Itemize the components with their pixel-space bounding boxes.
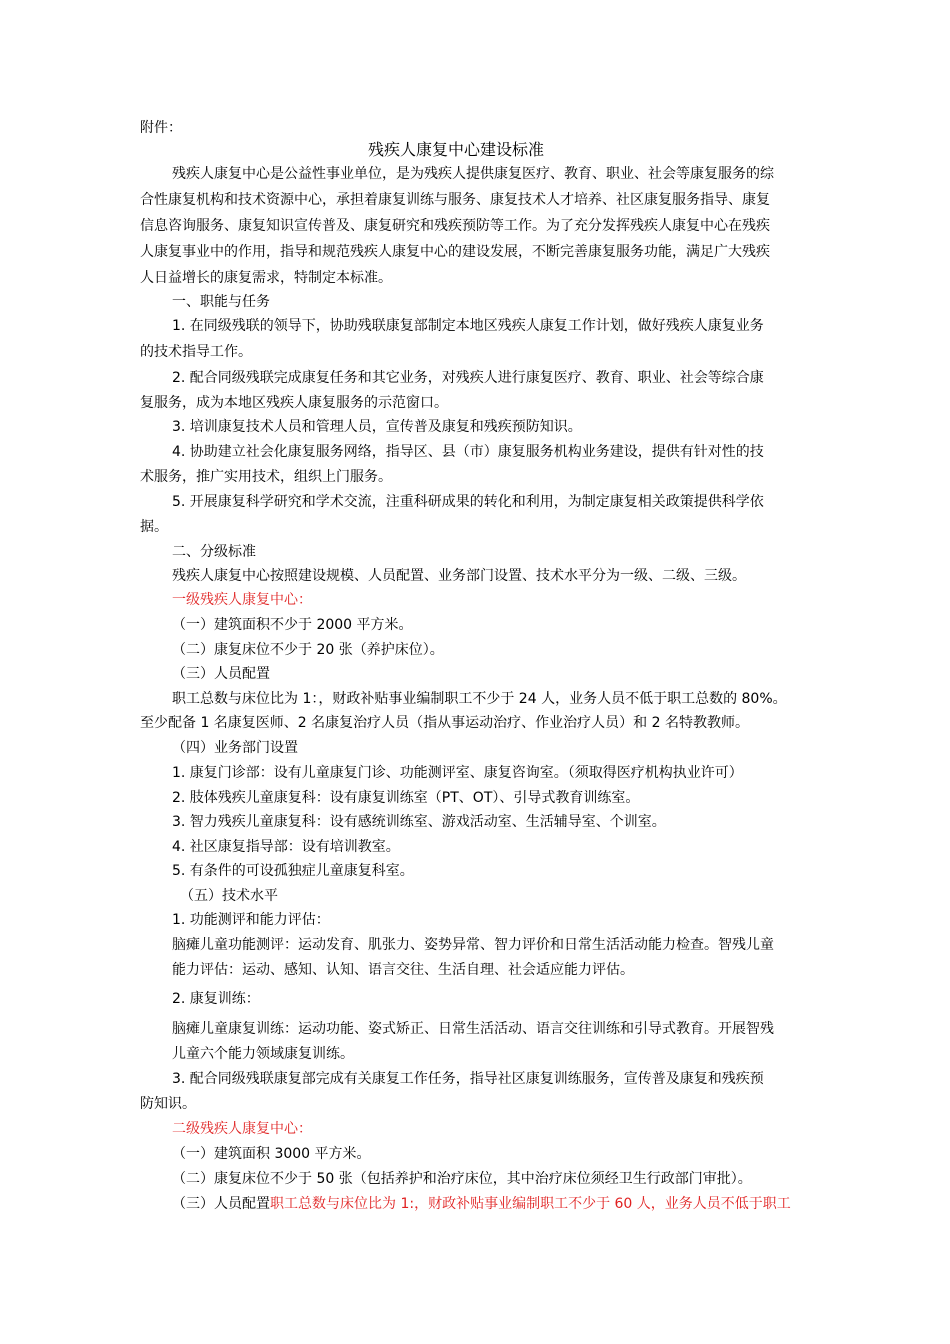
level2-area: （一）建筑面积 3000 平方米。 [172,1146,371,1162]
level2-beds: （二）康复床位不少于 50 张（包括养护和治疗床位，其中治疗床位须经卫生行政部门审批）。 [172,1171,752,1187]
level2-staff-prefix: （三）人员配置 [172,1196,270,1212]
section-item-cont: 复服务，成为本地区残疾人康复服务的示范窗口。 [140,395,448,411]
level1-dept-item: 5. 有条件的可设孤独症儿童康复科室。 [172,863,414,879]
intro-line: 人日益增长的康复需求，特制定本标准。 [140,270,392,286]
level1-tech-line: 脑瘫儿童功能测评：运动发育、肌张力、姿势异常、智力评价和日常生活活动能力检查。智残儿童 [172,937,774,953]
level1-dept-item: 1. 康复门诊部：设有儿童康复门诊、功能测评室、康复咨询室。（须取得医疗机构执业许可） [172,765,743,781]
level1-dept-heading: （四）业务部门设置 [172,740,298,756]
level1-dept-item: 4. 社区康复指导部：设有培训教室。 [172,839,400,855]
attachment-label: 附件： [140,120,182,136]
level2-staff-red: 职工总数与床位比为 1:，财政补贴事业编制职工不少于 60 人，业务人员不低于职工 [270,1196,791,1212]
level1-tech-item: 2. 康复训练： [172,991,260,1007]
level1-tech-line: 脑瘫儿童康复训练：运动功能、姿式矫正、日常生活活动、语言交往训练和引导式教育。开展智残 [172,1021,774,1037]
intro-line: 合性康复机构和技术资源中心，承担着康复训练与服务、康复技术人才培养、社区康复服务指导、康复 [140,192,770,208]
level2-heading: 二级残疾人康复中心： [172,1121,312,1137]
section-intro: 残疾人康复中心按照建设规模、人员配置、业务部门设置、技术水平分为一级、二级、三级。 [172,568,746,584]
level1-tech-item: 1. 功能测评和能力评估： [172,912,330,928]
intro-line: 信息咨询服务、康复知识宣传普及、康复研究和残疾预防等工作。为了充分发挥残疾人康复中心在残疾 [140,218,770,234]
level1-tech-line: 能力评估：运动、感知、认知、语言交往、生活自理、社会适应能力评估。 [172,962,634,978]
level1-staff-line: 至少配备 1 名康复医师、2 名康复治疗人员（指从事运动治疗、作业治疗人员）和 2 名特教教师。 [140,715,749,731]
section-heading: 二、分级标准 [172,544,256,560]
level1-heading: 一级残疾人康复中心： [172,592,312,608]
level1-staff-line: 职工总数与床位比为 1：，财政补贴事业编制职工不少于 24 人，业务人员不低于职工总数的 80%。 [172,691,787,707]
level2-staff-line [172,1195,791,1213]
level1-tech-line: 防知识。 [140,1096,196,1112]
section-item: 2. 配合同级残联完成康复任务和其它业务，对残疾人进行康复医疗、教育、职业、社会等综合康 [172,370,764,386]
document-title: 残疾人康复中心建设标准 [368,140,545,159]
level1-dept-item: 3. 智力残疾儿童康复科：设有感统训练室、游戏活动室、生活辅导室、个训室。 [172,814,666,830]
section-item-cont: 的技术指导工作。 [140,344,252,360]
level1-beds: （二）康复床位不少于 20 张（养护床位）。 [172,642,444,658]
level1-dept-item: 2. 肢体残疾儿童康复科：设有康复训练室（PT、OT）、引导式教育训练室。 [172,790,640,806]
section-item-cont: 术服务，推广实用技术，组织上门服务。 [140,469,392,485]
level1-tech-line: 儿童六个能力领域康复训练。 [172,1046,354,1062]
section-item: 3. 培训康复技术人员和管理人员，宣传普及康复和残疾预防知识。 [172,419,582,435]
level1-staff-heading: （三）人员配置 [172,666,270,682]
section-item: 4. 协助建立社会化康复服务网络，指导区、县（市）康复服务机构业务建设，提供有针对性的技 [172,444,764,460]
level1-tech-heading: （五）技术水平 [180,888,278,904]
section-item: 5. 开展康复科学研究和学术交流，注重科研成果的转化和利用，为制定康复相关政策提供科学依 [172,494,764,510]
level1-tech-item: 3. 配合同级残联康复部完成有关康复工作任务，指导社区康复训练服务，宣传普及康复和残疾预 [172,1071,764,1087]
level1-area: （一）建筑面积不少于 2000 平方米。 [172,617,413,633]
section-item-cont: 据。 [140,519,168,535]
section-item: 1. 在同级残联的领导下，协助残联康复部制定本地区残疾人康复工作计划，做好残疾人康复业务 [172,318,764,334]
intro-line: 残疾人康复中心是公益性事业单位，是为残疾人提供康复医疗、教育、职业、社会等康复服务的综 [172,166,774,182]
intro-line: 人康复事业中的作用，指导和规范残疾人康复中心的建设发展，不断完善康复服务功能，满足广大残疾 [140,244,770,260]
section-heading: 一、职能与任务 [172,294,270,310]
